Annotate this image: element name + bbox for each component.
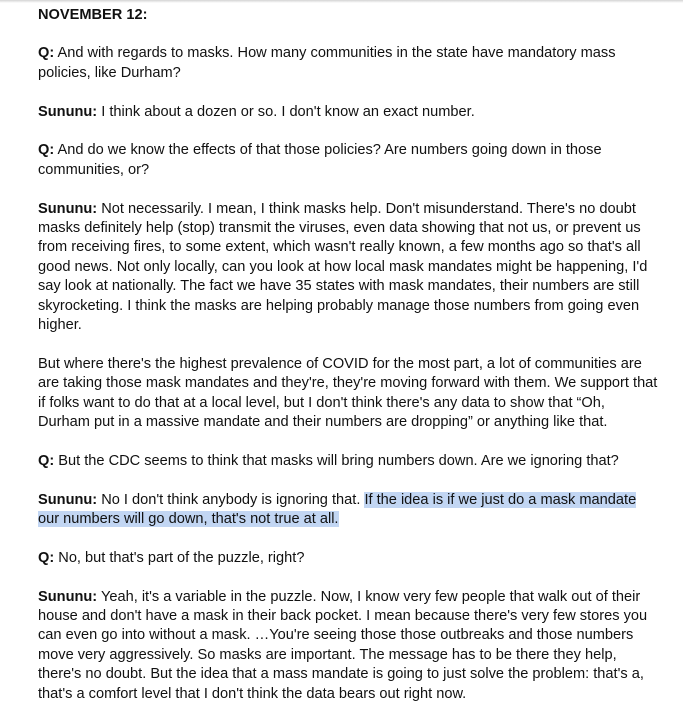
speaker-label: Q: [38, 142, 55, 159]
speaker-label: Sununu: [38, 491, 98, 508]
speaker-label: Sununu: [38, 200, 98, 217]
paragraph-text: And with regards to masks. How many communities in the state have mandatory mass policies, like Durham? [38, 45, 616, 81]
paragraph-8 [38, 549, 658, 568]
paragraph-text: Not necessarily. I mean, I think masks help. Don't misunderstand. There's no doubt masks definitely help (stop) transmit the viruses, even data showing that not us, or prevent us from receiving fires, to some extent, which wasn't really known, a few months ago so that's all good news. Not only locally, can you look at how local mask mandates might be happening, I'd say look at nationally. The fact we have 35 states with mask mandates, their numbers are still skyrocketing. I think the masks are helping probably manage those numbers from going even higher. [38, 200, 648, 334]
date-heading: NOVEMBER 12: [38, 7, 148, 23]
paragraph-5 [38, 355, 658, 433]
paragraph-3 [38, 141, 658, 180]
paragraph-text: But the CDC seems to think that masks will bring numbers down. Are we ignoring that? [54, 452, 619, 469]
paragraph-text: Yeah, it's a variable in the puzzle. Now, I know very few people that walk out of their house and don't have a mask in their back pocket. I mean because there's very few stores you can even go into without a mask. …You're seeing those those outbreaks and those numbers move very aggressively. So masks are important. The message has to be there they help, there's no doubt. But the idea that a mass mandate is going to just solve the problem: that's a, that's a comfort level that I don't think the data bears out right now. [38, 588, 648, 702]
speaker-label: Sununu: [38, 103, 98, 120]
selected-text-highlight[interactable]: If the idea is if we just do a mask mandate our numbers will go down, that's not true at all. [38, 491, 637, 528]
paragraph-2 [38, 103, 658, 122]
paragraph-4 [38, 200, 658, 336]
paragraph-text: But where there's the highest prevalence of COVID for the most part, a lot of communities are are taking those mask mandates and they're, they're moving forward with them. We support that if folks want to do that at a local level, but I don't think there's any data to show that “Oh, Durham put in a massive mandate and their numbers are dropping” or anything like that. [38, 355, 658, 431]
speaker-label: Q: [38, 549, 55, 566]
speaker-label: Q: [38, 452, 55, 469]
paragraph-text: And do we know the effects of that those policies? Are numbers going down in those communities, or? [38, 142, 602, 178]
paragraph-7 [38, 491, 658, 530]
paragraph-9 [38, 588, 658, 704]
speaker-label: Q: [38, 45, 55, 62]
document-body [38, 6, 658, 723]
top-edge-shadow [0, 0, 683, 3]
speaker-label: Sununu: [38, 588, 98, 605]
paragraph-1 [38, 44, 658, 83]
paragraph-6 [38, 452, 658, 471]
paragraph-text: No, but that's part of the puzzle, right? [54, 549, 305, 566]
paragraph-text: No I don't think anybody is ignoring that. [97, 491, 365, 508]
paragraph-text: I think about a dozen or so. I don't know an exact number. [97, 103, 475, 120]
